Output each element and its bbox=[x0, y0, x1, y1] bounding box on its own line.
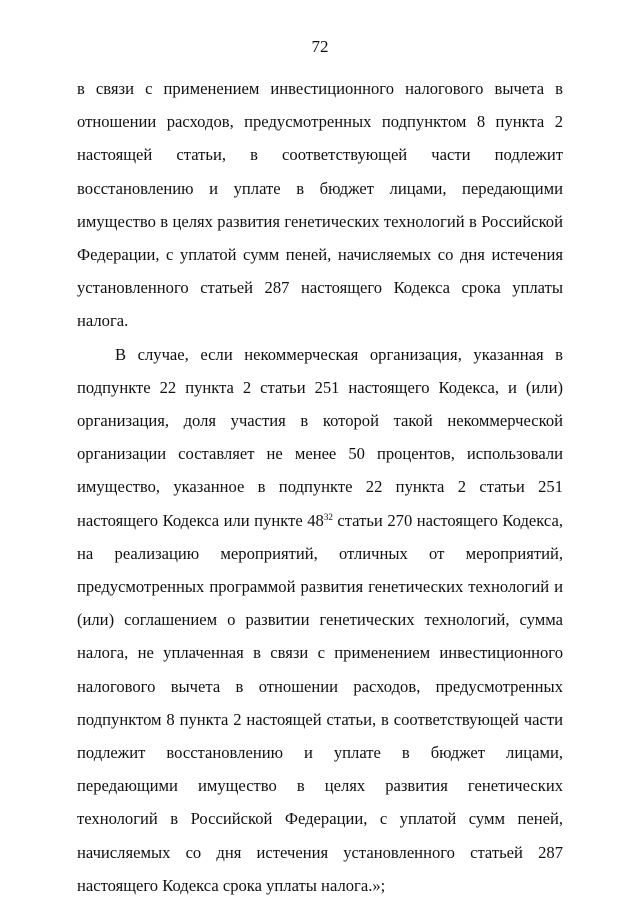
paragraph-2-text-end: статьи 270 настоящего Кодекса, на реализацию мероприятий, отличных от мероприятий, предусмотренных программой развития генетических технологий и (или) соглашением о развитии генетических технологий, сумма налога, не уплаченная в связи с применением инвестиционного налогового вычета в отношении расходов, предусмотренных подпунктом 8 пункта 2 настоящей статьи, в соответствующей части подлежит восстановлению и уплате в бюджет лицами, передающими имущество в целях развития генетических технологий в Российской Федерации, с уплатой сумм пеней, начисляемых со дня истечения установленного статьей 287 настоящего Кодекса срока уплаты налога.»; bbox=[77, 510, 563, 895]
paragraph-2-text-start: В случае, если некоммерческая организация, указанная в подпункте 22 пункта 2 статьи 251 настоящего Кодекса, и (или) организация, доля участия в которой такой некоммерческой организации составляет не менее 50 процентов, использовали имущество, указанное в подпункте 22 пункта 2 статьи 251 настоящего Кодекса или пункте 48 bbox=[77, 344, 563, 530]
paragraph-1: в связи с применением инвестиционного налогового вычета в отношении расходов, предусмотренных подпунктом 8 пункта 2 настоящей статьи, в соответствующей части подлежит восстановлению и уплате в бюджет лицами, передающими имущество в целях развития генетических технологий в Российской Федерации, с уплатой сумм пеней, начисляемых со дня истечения установленного статьей 287 настоящего Кодекса срока уплаты налога. bbox=[77, 79, 563, 331]
superscript-index: 32 bbox=[323, 511, 333, 522]
page-number: 72 bbox=[311, 37, 329, 56]
paragraph-2 bbox=[77, 338, 563, 902]
document-body bbox=[77, 72, 563, 902]
